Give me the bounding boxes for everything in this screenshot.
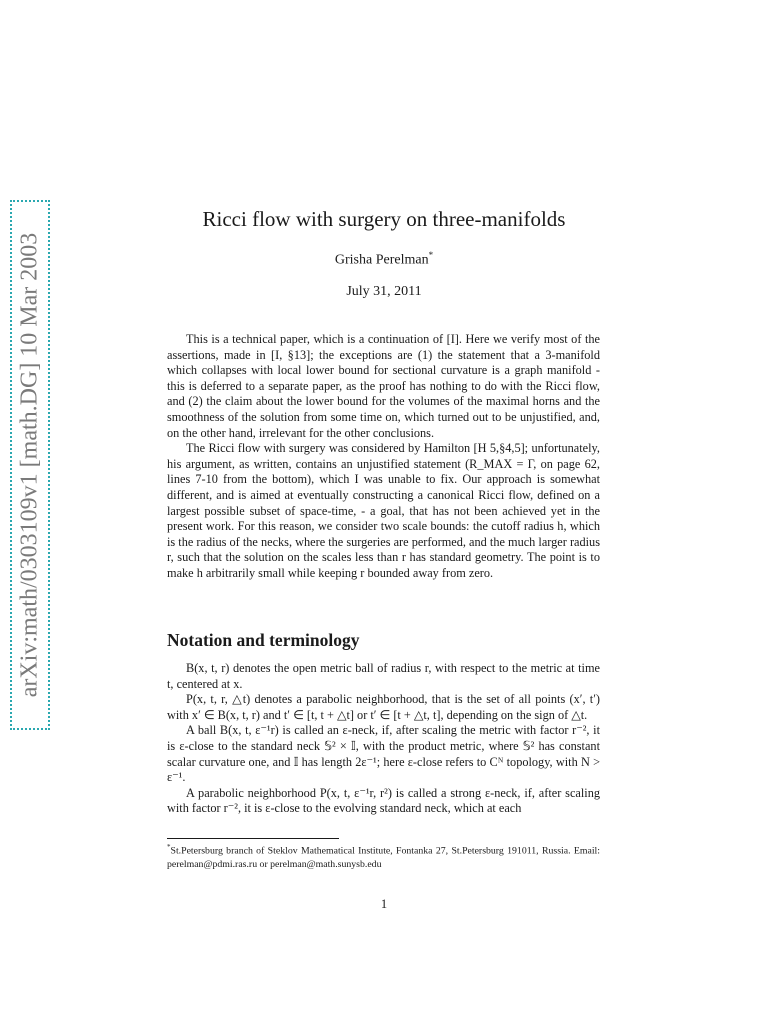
body-paragraph: A parabolic neighborhood P(x, t, ε⁻¹r, r²) is called a strong ε-neck, if, after scaling with factor r⁻², it is ε-close to the evolving standard neck, which at each — [167, 785, 600, 816]
body-paragraph: B(x, t, r) denotes the open metric ball of radius r, with respect to the metric at time t, centered at x. — [167, 661, 600, 691]
section-body — [167, 661, 600, 817]
author-name: Grisha Perelman — [334, 252, 429, 268]
abstract-paragraph: This is a technical paper, which is a continuation of [I]. Here we verify most of the assertions, made in [I, §13]; the exceptions are (1) the statement that a 3-manifold which collapses with local lower bound for sectional curvature is a graph manifold - this is deferred to a separate paper, as the proof has nothing to do with the Ricci flow, and (2) the claim about the lower bound for the volumes of the maximal horns and the smoothness of the solution from some time on, which turned out to be unjustified, and, on the other hand, irrelevant for the other conclusions. — [167, 332, 600, 440]
author-footnote-mark: * — [428, 250, 434, 260]
page-number: 1 — [380, 897, 388, 911]
body-paragraph: A ball B(x, t, ε⁻¹r) is called an ε-neck, if, after scaling the metric with factor r⁻², it is ε-close to the standard neck 𝕊² × 𝕀, with the product metric, where 𝕊² has constant scalar curvature one, and 𝕀 has length 2ε⁻¹; here ε-close refers to Cᴺ topology, with N > ε⁻¹. — [167, 723, 600, 785]
footnote-rule — [167, 838, 339, 839]
paper-date: July 31, 2011 — [346, 284, 422, 299]
footnote-text: St.Petersburg branch of Steklov Mathematical Institute, Fontanka 27, St.Petersburg 191011, Russia. Email: perelman@pdmi.ras.ru or perelman@math.sunysb.edu — [167, 845, 600, 870]
abstract-paragraph: The Ricci flow with surgery was considered by Hamilton [H 5,§4,5]; unfortunately, his argument, as written, contains an unjustified statement (R_MAX = Γ, on page 62, lines 7-10 from the bottom), which I was unable to fix. Our approach is somewhat different, and is aimed at eventually constructing a canonical Ricci flow, defined on a largest possible subset of space-time, - a goal, that has not been achieved yet in the present work. For this reason, we consider two scale bounds: the cutoff radius h, which is the radius of the necks, where the surgeries are performed, and the much larger radius r, such that the solution on the scales less than r has standard geometry. The point is to make h arbitrarily small while keeping r bounded away from zero. — [167, 441, 600, 580]
abstract — [167, 332, 600, 582]
paper-title: Ricci flow with surgery on three-manifolds — [202, 207, 566, 231]
arxiv-identifier: arXiv:math/0303109v1 [math.DG] 10 Mar 2003 — [16, 232, 43, 698]
arxiv-identifier-stamp — [10, 200, 50, 730]
section-heading: Notation and terminology — [167, 630, 360, 650]
footnote-mark: * — [167, 843, 171, 851]
body-paragraph: P(x, t, r, △t) denotes a parabolic neighborhood, that is the set of all points (x′, t′) with x′ ∈ B(x, t, r) and t′ ∈ [t, t + △t] or t′ ∈ [t + △t, t], depending on the sign of △t. — [167, 692, 600, 722]
footnote — [167, 841, 600, 871]
author-line — [0, 250, 768, 269]
